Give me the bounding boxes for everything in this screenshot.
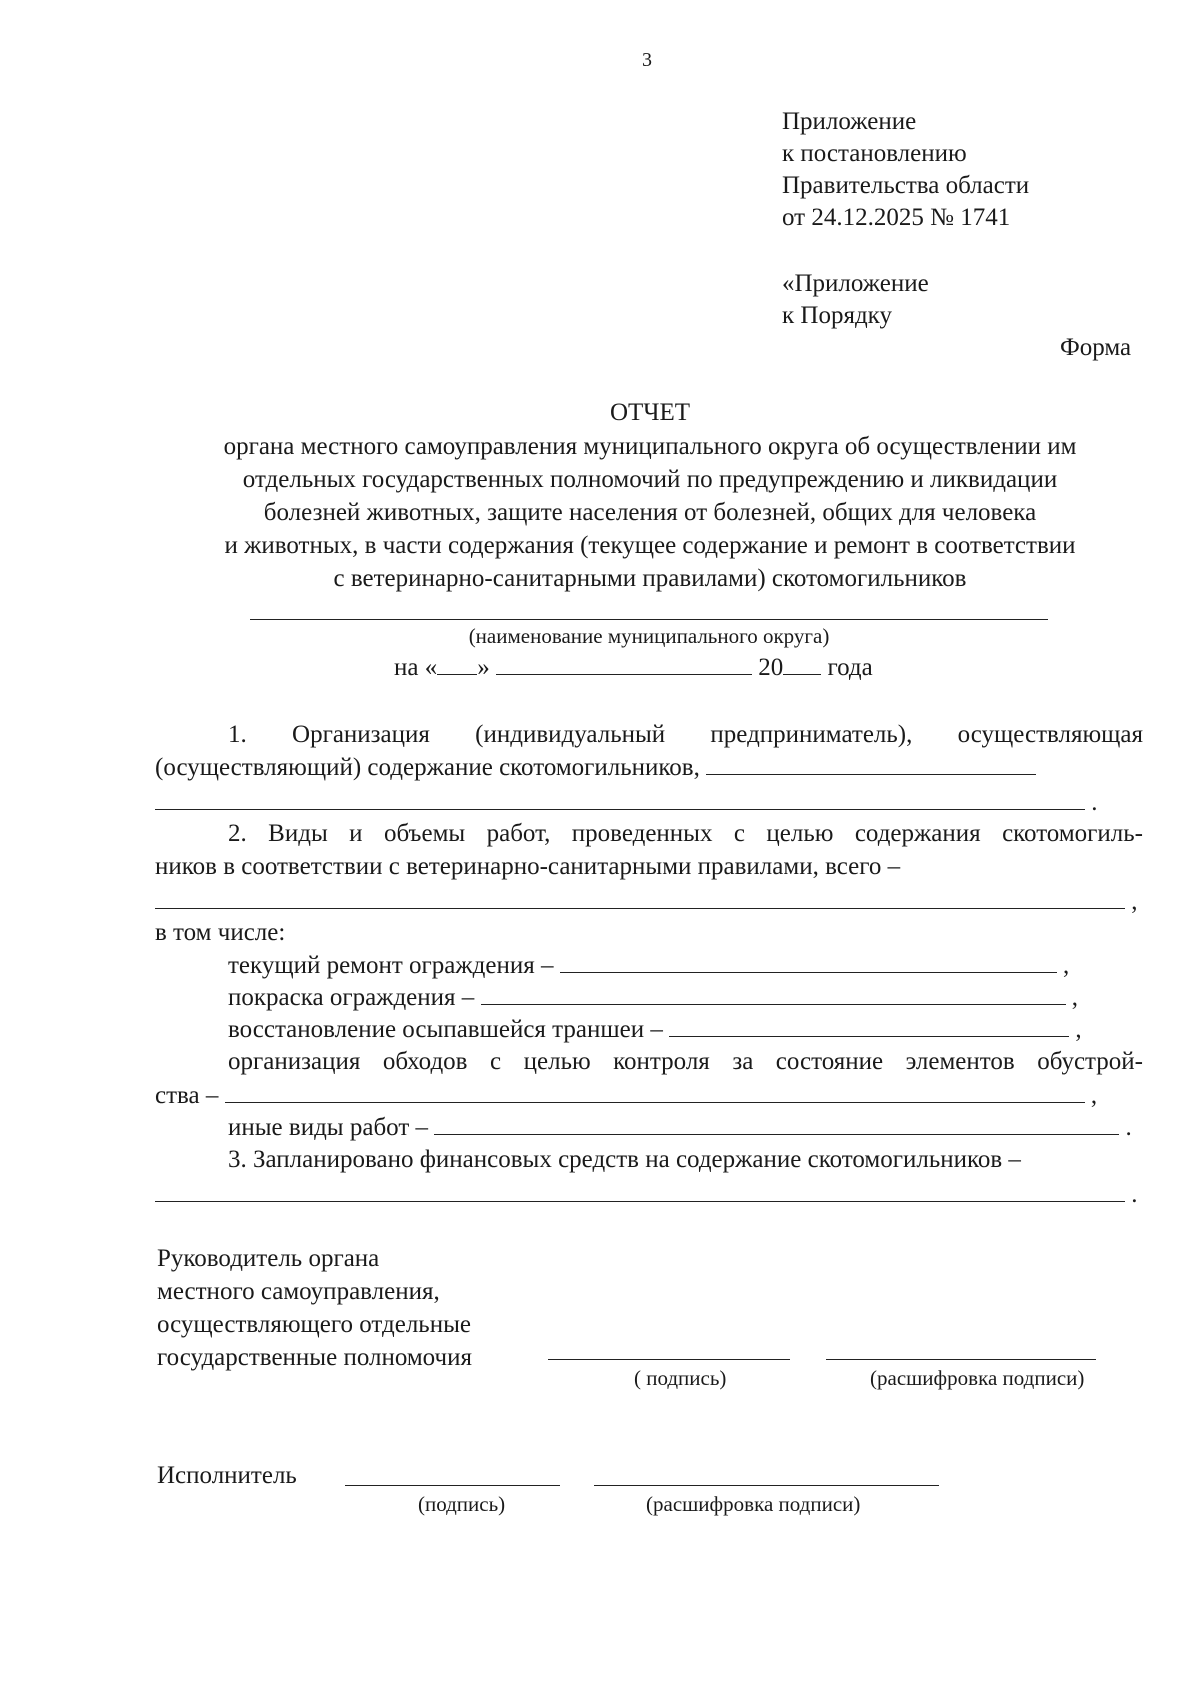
exec-signature-field[interactable]	[345, 1485, 560, 1486]
page-number: 3	[642, 49, 652, 71]
item2-total-field[interactable]	[155, 908, 1125, 909]
item1-line2	[155, 752, 1036, 784]
fence-paint-label: покраска ограждения –	[228, 984, 475, 1011]
appendix-line: Приложение	[782, 108, 917, 135]
subtitle-line: болезней животных, защите населения от болезней, общих для человека	[263, 499, 1037, 526]
item2-line2: ников в соответствии с ветеринарно-санитарными правилами, всего –	[155, 853, 901, 880]
date-prefix: на «	[394, 654, 438, 681]
other-works-period: .	[1125, 1114, 1132, 1141]
fence-paint-field[interactable]	[481, 1004, 1066, 1005]
head-decode-field[interactable]	[826, 1359, 1096, 1360]
trench-field[interactable]	[669, 1036, 1069, 1037]
head-title-block	[157, 1242, 472, 1374]
head-title-line: местного самоуправления,	[157, 1278, 440, 1305]
patrol-field[interactable]	[225, 1102, 1085, 1103]
item1-line3	[155, 787, 1098, 819]
item2-line1: 2. Виды и объемы работ, проведенных с целью содержания скотомогиль-	[228, 820, 1143, 847]
fence-repair-row	[228, 950, 1069, 982]
subtitle-line: и животных, в части содержания (текущее содержание и ремонт в соответствии	[224, 532, 1076, 559]
exec-sign-caption: (подпись)	[418, 1492, 506, 1516]
subtitle-line: органа местного самоуправления муниципального округа об осуществлении им	[223, 433, 1077, 460]
head-signature-field[interactable]	[548, 1359, 790, 1360]
exec-decode-field[interactable]	[594, 1485, 939, 1486]
patrol-comma: ,	[1090, 1082, 1098, 1109]
item2-comma: ,	[1131, 888, 1138, 915]
other-works-field[interactable]	[434, 1134, 1119, 1135]
fence-repair-label: текущий ремонт ограждения –	[228, 952, 554, 979]
date-year: 20	[758, 654, 784, 681]
trench-comma: ,	[1075, 1016, 1082, 1043]
item2-line3	[155, 886, 1138, 918]
subtitle-line: с ветеринарно-санитарными правилами) скотомогильников	[333, 565, 967, 592]
item3-field[interactable]	[155, 1201, 1125, 1202]
form-label: Форма	[1060, 334, 1132, 361]
fence-paint-row	[228, 982, 1078, 1014]
subtitle-line: отдельных государственных полномочий по предупреждению и ликвидации	[242, 466, 1058, 493]
other-works-label: иные виды работ –	[228, 1114, 429, 1141]
date-month-field[interactable]	[496, 674, 752, 675]
report-date	[394, 652, 873, 684]
head-decode-caption: (расшифровка подписи)	[870, 1366, 1085, 1390]
including-label: в том числе:	[155, 919, 286, 946]
report-title: ОТЧЕТ	[609, 399, 691, 426]
fence-repair-field[interactable]	[560, 972, 1057, 973]
date-suffix: года	[827, 654, 873, 681]
patrol-line1: организация обходов с целью контроля за состояние элементов обустрой-	[228, 1048, 1143, 1075]
item1-field[interactable]	[706, 774, 1036, 775]
item3-line2	[155, 1179, 1138, 1211]
date-year-field[interactable]	[783, 674, 821, 675]
other-works-row	[228, 1112, 1132, 1144]
patrol-label: ства –	[155, 1082, 219, 1109]
fence-paint-comma: ,	[1071, 984, 1079, 1011]
item1-line1: 1. Организация (индивидуальный предприниматель), осуществляющая	[228, 721, 1143, 748]
municipal-caption: (наименование муниципального округа)	[468, 624, 830, 648]
head-title-line: Руководитель органа	[157, 1245, 380, 1272]
appendix-line: к постановлению	[782, 140, 967, 167]
item3-period: .	[1131, 1181, 1138, 1208]
report-subtitle	[150, 430, 1150, 595]
executor-label: Исполнитель	[157, 1462, 297, 1489]
appendix2-line: «Приложение	[782, 270, 929, 297]
appendix-line: от 24.12.2025 № 1741	[782, 204, 1011, 231]
item1-text: (осуществляющий) содержание скотомогильников,	[155, 754, 700, 781]
patrol-line2	[155, 1080, 1097, 1112]
trench-label: восстановление осыпавшейся траншеи –	[228, 1016, 663, 1043]
appendix-line: Правительства области	[782, 172, 1030, 199]
appendix2-line: к Порядку	[782, 302, 892, 329]
head-sign-caption: ( подпись)	[634, 1366, 727, 1390]
date-mid: »	[477, 654, 490, 681]
head-title-line: государственные полномочия	[157, 1344, 472, 1371]
appendix2-block	[782, 268, 929, 332]
exec-decode-caption: (расшифровка подписи)	[646, 1492, 861, 1516]
item1-field-cont[interactable]	[155, 809, 1085, 810]
item3-line1: 3. Запланировано финансовых средств на содержание скотомогильников –	[228, 1146, 1021, 1173]
head-title-line: осуществляющего отдельные	[157, 1311, 471, 1338]
fence-repair-comma: ,	[1063, 952, 1070, 979]
trench-row	[228, 1014, 1082, 1046]
municipal-name-line[interactable]	[250, 619, 1048, 620]
appendix-block	[782, 106, 1029, 234]
date-day-field[interactable]	[437, 674, 477, 675]
item1-period: .	[1091, 789, 1098, 816]
